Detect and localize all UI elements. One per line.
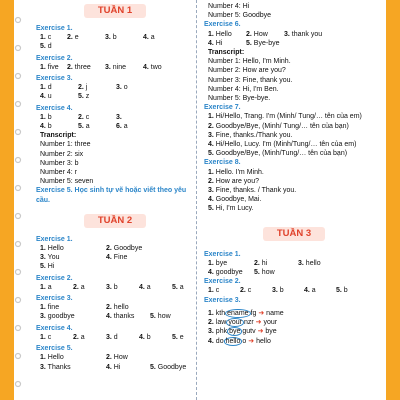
w1-ex5-title: Exercise 5. Học sinh tự vẽ hoặc viết theo yêu cầu. — [36, 187, 187, 204]
ex8-item: 3. Fine, thanks. / Thank you. — [208, 187, 297, 195]
ex6-row2: 4. Hi 5. Bye-bye — [208, 39, 280, 47]
left-column — [36, 0, 194, 372]
w2-ex4-title: Exercise 4. — [36, 324, 73, 332]
transcript-line: Number 1: Hello, I'm Minh. — [208, 58, 291, 66]
w1-ex2-title: Exercise 2. — [36, 54, 73, 62]
ex7-item: 1. Hi/Hello, Trang. I'm (Minh/ Tung/… tên của em) — [208, 113, 362, 121]
w2-ex3-row2: 3. goodbye 4. thanks 5. how — [40, 313, 171, 321]
w1-ex4-row1: 1. b 2. c 3. — [40, 113, 122, 121]
w3-ex2-row: 1. c 2. c 3. b 4. a 5. b — [208, 287, 348, 295]
w2-ex1-row2: 3. You 4. Fine — [40, 254, 128, 262]
w1-ex4-transcript-label: Transcript: — [40, 132, 77, 140]
circled-word: hello — [225, 337, 241, 345]
week-1-header: TUẦN 1 — [84, 4, 146, 18]
transcript-line: Number 2: six — [40, 150, 84, 158]
w1-ex4-title: Exercise 4. — [36, 104, 73, 112]
ex8-title: Exercise 8. — [204, 159, 241, 167]
transcript-line: Number 4: Hi — [208, 3, 250, 10]
w2-ex4-row: 1. c 2. a 3. d 4. b 5. e — [40, 333, 184, 341]
arrow-right-icon: ➜ — [257, 328, 264, 336]
w3-ex1-title: Exercise 1. — [204, 250, 241, 258]
right-column — [204, 0, 384, 346]
arrow-right-icon: ➜ — [255, 319, 262, 327]
word-search-item: 1. kth ename fg ➜ name — [208, 309, 284, 317]
binder-rings — [14, 0, 22, 400]
word-search-item: 4. do hello o ➜ hello — [208, 337, 271, 345]
w2-ex1-row1: 1. Hello 2. Goodbye — [40, 245, 143, 253]
arrow-right-icon: ➜ — [248, 337, 255, 345]
transcript-line: Number 4: r — [40, 169, 77, 177]
ex8-item: 4. Goodbye, Mai. — [208, 196, 262, 204]
w2-ex5-row2: 3. Thanks 4. Hi 5. Goodbye — [40, 363, 187, 371]
transcript-line: Number 3: Fine, thank you. — [208, 76, 293, 84]
circled-word: bye — [229, 328, 241, 336]
w2-ex3-row1: 1. fine 2. hello — [40, 304, 129, 312]
w3-ex3-title: Exercise 3. — [204, 296, 241, 304]
word-search-item: 2. law your nzr ➜ your — [208, 319, 278, 327]
transcript-line: Number 2: How are you? — [208, 67, 286, 75]
w1-ex1-row2: 5. d — [40, 43, 52, 51]
w3-ex1-row2: 4. goodbye 5. how — [208, 269, 275, 277]
ex8-item: 1. Hello. I'm Minh. — [208, 168, 264, 176]
transcript-line: Number 5: seven — [40, 178, 94, 186]
w1-ex3-title: Exercise 3. — [36, 75, 73, 83]
ex7-item: 3. Fine, thanks./Thank you. — [208, 131, 293, 139]
w1-ex3-row2: 4. u 5. z — [40, 93, 90, 101]
w1-ex3-row1: 1. d 2. j 3. o — [40, 84, 128, 92]
ex6-transcript-label: Transcript: — [208, 49, 245, 57]
transcript-line: Number 3: b — [40, 159, 79, 167]
w3-ex2-title: Exercise 2. — [204, 278, 241, 286]
ex7-item: 5. Goodbye/Bye, (Minh/Tung/… tên của bạn) — [208, 150, 348, 158]
ex8-item: 2. How are you? — [208, 177, 259, 185]
w2-ex3-title: Exercise 3. — [36, 295, 73, 303]
w2-ex2-row: 1. a 2. a 3. b 4. a 5. a — [40, 283, 184, 291]
w2-ex1-title: Exercise 1. — [36, 235, 73, 243]
circled-word: ename — [227, 309, 249, 317]
ex7-item: 2. Goodbye/Bye, (Minh/ Tung/… tên của bạn) — [208, 122, 349, 130]
week-2-header: TUẦN 2 — [84, 214, 146, 228]
transcript-line: Number 1: three — [40, 141, 91, 149]
ex6-title: Exercise 6. — [204, 21, 241, 29]
w2-ex1-row3: 5. Hi — [40, 263, 55, 271]
circled-word: your — [228, 319, 242, 327]
w3-ex1-row1: 1. bye 2. hi 3. hello — [208, 259, 321, 267]
ex7-item: 4. Hi/Hello, Lucy. I'm (Minh/Tung/… tên của em) — [208, 141, 357, 149]
w1-ex1-row1: 1. c 2. e 3. b 4. a — [40, 34, 155, 42]
week-3-header: TUẦN 3 — [263, 227, 325, 241]
w1-ex4-row2: 4. b 5. a 6. a — [40, 123, 128, 131]
ex8-item: 5. Hi, I'm Lucy. — [208, 205, 254, 213]
ex7-title: Exercise 7. — [204, 104, 241, 112]
transcript-line: Number 5: Goodbye — [208, 12, 272, 20]
ex6-row1: 1. Hello 2. How 3. thank you — [208, 30, 323, 38]
w1-ex2-row1: 1. five 2. three 3. nine 4. two — [40, 63, 162, 71]
w2-ex2-title: Exercise 2. — [36, 274, 73, 282]
w2-ex5-row1: 1. Hello 2. How — [40, 354, 128, 362]
w1-ex1-title: Exercise 1. — [36, 25, 73, 32]
transcript-line: Number 5: Bye-bye. — [208, 95, 271, 103]
column-divider — [196, 0, 197, 400]
w2-ex5-title: Exercise 5. — [36, 345, 73, 353]
arrow-right-icon: ➜ — [258, 309, 265, 317]
transcript-line: Number 4: Hi, I'm Ben. — [208, 85, 279, 93]
word-search-item: 3. phk bye gutv ➜ bye — [208, 328, 277, 336]
